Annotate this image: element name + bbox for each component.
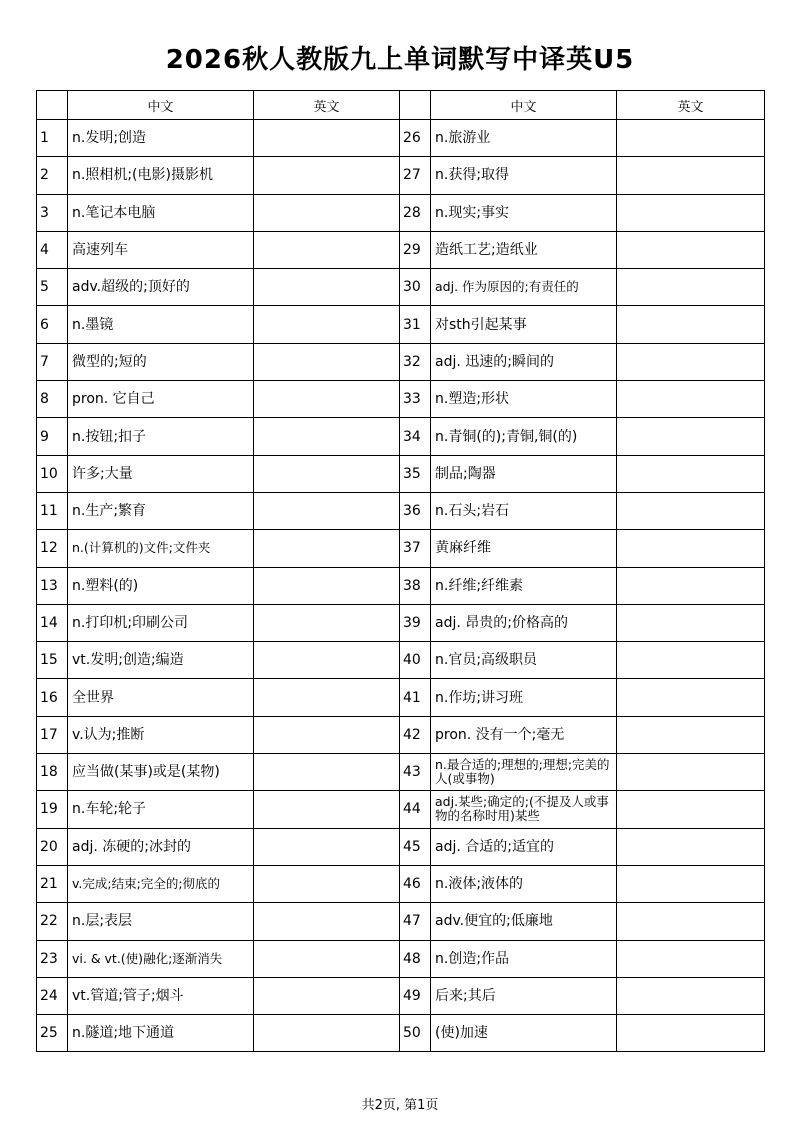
row-number: 15: [37, 642, 68, 679]
table-row: [37, 754, 765, 791]
table-row: [37, 455, 765, 492]
table-row: [37, 120, 765, 157]
table-row: [37, 940, 765, 977]
english-answer-blank[interactable]: [254, 231, 400, 268]
chinese-meaning: n.获得;取得: [431, 157, 617, 194]
chinese-meaning: 全世界: [68, 679, 254, 716]
chinese-meaning: n.旅游业: [431, 120, 617, 157]
chinese-meaning: adj. 作为原因的;有责任的: [431, 269, 617, 306]
english-answer-blank[interactable]: [254, 492, 400, 529]
table-row: [37, 194, 765, 231]
chinese-meaning: adj.某些;确定的;(不提及人或事物的名称时用)某些: [431, 791, 617, 828]
chinese-meaning: n.笔记本电脑: [68, 194, 254, 231]
row-number: 12: [37, 530, 68, 567]
table-row: [37, 343, 765, 380]
chinese-meaning: adv.超级的;顶好的: [68, 269, 254, 306]
english-answer-blank[interactable]: [254, 567, 400, 604]
chinese-meaning: n.(计算机的)文件;文件夹: [68, 530, 254, 567]
table-row: [37, 157, 765, 194]
row-number: 33: [400, 381, 431, 418]
english-answer-blank[interactable]: [254, 828, 400, 865]
chinese-meaning: n.纤维;纤维素: [431, 567, 617, 604]
chinese-meaning: 对sth引起某事: [431, 306, 617, 343]
row-number: 44: [400, 791, 431, 828]
english-answer-blank[interactable]: [617, 791, 765, 828]
chinese-meaning: n.按钮;扣子: [68, 418, 254, 455]
row-number: 20: [37, 828, 68, 865]
english-answer-blank[interactable]: [617, 977, 765, 1014]
english-answer-blank[interactable]: [617, 716, 765, 753]
english-answer-blank[interactable]: [254, 791, 400, 828]
row-number: 39: [400, 604, 431, 641]
header-chinese-left: 中文: [68, 91, 254, 120]
english-answer-blank[interactable]: [617, 194, 765, 231]
english-answer-blank[interactable]: [617, 381, 765, 418]
row-number: 8: [37, 381, 68, 418]
chinese-meaning: adv.便宜的;低廉地: [431, 903, 617, 940]
chinese-meaning: adj. 迅速的;瞬间的: [431, 343, 617, 380]
row-number: 41: [400, 679, 431, 716]
row-number: 32: [400, 343, 431, 380]
table-row: [37, 791, 765, 828]
table-row: [37, 231, 765, 268]
chinese-meaning: n.最合适的;理想的;理想;完美的人(或事物): [431, 754, 617, 791]
english-answer-blank[interactable]: [617, 530, 765, 567]
chinese-meaning: adj. 冻硬的;冰封的: [68, 828, 254, 865]
chinese-meaning: n.打印机;印刷公司: [68, 604, 254, 641]
row-number: 11: [37, 492, 68, 529]
chinese-meaning: pron. 它自己: [68, 381, 254, 418]
english-answer-blank[interactable]: [617, 604, 765, 641]
table-row: [37, 977, 765, 1014]
header-num-right: [400, 91, 431, 120]
row-number: 1: [37, 120, 68, 157]
chinese-meaning: (使)加速: [431, 1015, 617, 1052]
row-number: 34: [400, 418, 431, 455]
chinese-meaning: n.车轮;轮子: [68, 791, 254, 828]
english-answer-blank[interactable]: [254, 903, 400, 940]
row-number: 2: [37, 157, 68, 194]
row-number: 47: [400, 903, 431, 940]
chinese-meaning: n.现实;事实: [431, 194, 617, 231]
table-row: [37, 903, 765, 940]
chinese-meaning: n.作坊;讲习班: [431, 679, 617, 716]
chinese-meaning: n.塑料(的): [68, 567, 254, 604]
english-answer-blank[interactable]: [617, 120, 765, 157]
table-row: [37, 604, 765, 641]
row-number: 21: [37, 865, 68, 902]
english-answer-blank[interactable]: [617, 865, 765, 902]
row-number: 4: [37, 231, 68, 268]
chinese-meaning: v.完成;结束;完全的;彻底的: [68, 865, 254, 902]
chinese-meaning: n.墨镜: [68, 306, 254, 343]
chinese-meaning: v.认为;推断: [68, 716, 254, 753]
chinese-meaning: 制品;陶器: [431, 455, 617, 492]
english-answer-blank[interactable]: [254, 1015, 400, 1052]
english-answer-blank[interactable]: [254, 642, 400, 679]
table-row: [37, 492, 765, 529]
header-row: [37, 91, 765, 120]
row-number: 6: [37, 306, 68, 343]
chinese-meaning: n.官员;高级职员: [431, 642, 617, 679]
english-answer-blank[interactable]: [254, 716, 400, 753]
english-answer-blank[interactable]: [254, 455, 400, 492]
english-answer-blank[interactable]: [617, 754, 765, 791]
row-number: 43: [400, 754, 431, 791]
english-answer-blank[interactable]: [254, 306, 400, 343]
row-number: 48: [400, 940, 431, 977]
row-number: 38: [400, 567, 431, 604]
english-answer-blank[interactable]: [617, 1015, 765, 1052]
chinese-meaning: n.生产;繁育: [68, 492, 254, 529]
table-row: [37, 679, 765, 716]
english-answer-blank[interactable]: [254, 679, 400, 716]
row-number: 7: [37, 343, 68, 380]
english-answer-blank[interactable]: [254, 530, 400, 567]
chinese-meaning: 应当做(某事)或是(某物): [68, 754, 254, 791]
table-row: [37, 642, 765, 679]
chinese-meaning: vt.管道;管子;烟斗: [68, 977, 254, 1014]
chinese-meaning: n.塑造;形状: [431, 381, 617, 418]
english-answer-blank[interactable]: [617, 828, 765, 865]
vocab-table: [36, 90, 765, 1052]
english-answer-blank[interactable]: [254, 120, 400, 157]
chinese-meaning: n.创造;作品: [431, 940, 617, 977]
english-answer-blank[interactable]: [617, 679, 765, 716]
table-row: [37, 269, 765, 306]
row-number: 14: [37, 604, 68, 641]
chinese-meaning: adj. 昂贵的;价格高的: [431, 604, 617, 641]
row-number: 16: [37, 679, 68, 716]
chinese-meaning: 许多;大量: [68, 455, 254, 492]
english-answer-blank[interactable]: [254, 381, 400, 418]
row-number: 19: [37, 791, 68, 828]
chinese-meaning: 后来;其后: [431, 977, 617, 1014]
row-number: 5: [37, 269, 68, 306]
row-number: 9: [37, 418, 68, 455]
english-answer-blank[interactable]: [254, 865, 400, 902]
row-number: 42: [400, 716, 431, 753]
header-english-right: 英文: [617, 91, 765, 120]
table-row: [37, 828, 765, 865]
english-answer-blank[interactable]: [617, 343, 765, 380]
english-answer-blank[interactable]: [254, 940, 400, 977]
row-number: 18: [37, 754, 68, 791]
chinese-meaning: n.隧道;地下通道: [68, 1015, 254, 1052]
row-number: 35: [400, 455, 431, 492]
header-chinese-right: 中文: [431, 91, 617, 120]
table-row: [37, 1015, 765, 1052]
row-number: 25: [37, 1015, 68, 1052]
row-number: 29: [400, 231, 431, 268]
chinese-meaning: 造纸工艺;造纸业: [431, 231, 617, 268]
english-answer-blank[interactable]: [617, 157, 765, 194]
row-number: 28: [400, 194, 431, 231]
row-number: 49: [400, 977, 431, 1014]
row-number: 30: [400, 269, 431, 306]
row-number: 27: [400, 157, 431, 194]
chinese-meaning: n.液体;液体的: [431, 865, 617, 902]
table-row: [37, 381, 765, 418]
chinese-meaning: n.层;表层: [68, 903, 254, 940]
chinese-meaning: 黄麻纤维: [431, 530, 617, 567]
row-number: 50: [400, 1015, 431, 1052]
english-answer-blank[interactable]: [617, 418, 765, 455]
chinese-meaning: vt.发明;创造;编造: [68, 642, 254, 679]
chinese-meaning: adj. 合适的;适宜的: [431, 828, 617, 865]
chinese-meaning: n.石头;岩石: [431, 492, 617, 529]
row-number: 40: [400, 642, 431, 679]
row-number: 23: [37, 940, 68, 977]
chinese-meaning: n.照相机;(电影)摄影机: [68, 157, 254, 194]
english-answer-blank[interactable]: [254, 977, 400, 1014]
english-answer-blank[interactable]: [254, 604, 400, 641]
chinese-meaning: 微型的;短的: [68, 343, 254, 380]
row-number: 37: [400, 530, 431, 567]
english-answer-blank[interactable]: [617, 492, 765, 529]
table-row: [37, 716, 765, 753]
english-answer-blank[interactable]: [254, 157, 400, 194]
english-answer-blank[interactable]: [254, 269, 400, 306]
english-answer-blank[interactable]: [617, 940, 765, 977]
table-row: [37, 530, 765, 567]
row-number: 26: [400, 120, 431, 157]
page-footer: 共2页, 第1页: [361, 1098, 439, 1113]
header-num-left: [37, 91, 68, 120]
english-answer-blank[interactable]: [617, 567, 765, 604]
chinese-meaning: pron. 没有一个;毫无: [431, 716, 617, 753]
english-answer-blank[interactable]: [617, 269, 765, 306]
english-answer-blank[interactable]: [254, 418, 400, 455]
table-row: [37, 306, 765, 343]
row-number: 36: [400, 492, 431, 529]
english-answer-blank[interactable]: [254, 343, 400, 380]
row-number: 24: [37, 977, 68, 1014]
header-english-left: 英文: [254, 91, 400, 120]
english-answer-blank[interactable]: [617, 306, 765, 343]
chinese-meaning: 高速列车: [68, 231, 254, 268]
english-answer-blank[interactable]: [617, 455, 765, 492]
table-row: [37, 865, 765, 902]
table-row: [37, 567, 765, 604]
row-number: 31: [400, 306, 431, 343]
table-row: [37, 418, 765, 455]
row-number: 13: [37, 567, 68, 604]
chinese-meaning: n.青铜(的);青铜,铜(的): [431, 418, 617, 455]
row-number: 17: [37, 716, 68, 753]
chinese-meaning: vi. & vt.(使)融化;逐渐消失: [68, 940, 254, 977]
row-number: 45: [400, 828, 431, 865]
english-answer-blank[interactable]: [617, 642, 765, 679]
chinese-meaning: n.发明;创造: [68, 120, 254, 157]
page-title: 2026秋人教版九上单词默写中译英U5: [165, 45, 635, 75]
english-answer-blank[interactable]: [617, 903, 765, 940]
row-number: 10: [37, 455, 68, 492]
english-answer-blank[interactable]: [254, 754, 400, 791]
english-answer-blank[interactable]: [254, 194, 400, 231]
row-number: 3: [37, 194, 68, 231]
english-answer-blank[interactable]: [617, 231, 765, 268]
row-number: 22: [37, 903, 68, 940]
row-number: 46: [400, 865, 431, 902]
